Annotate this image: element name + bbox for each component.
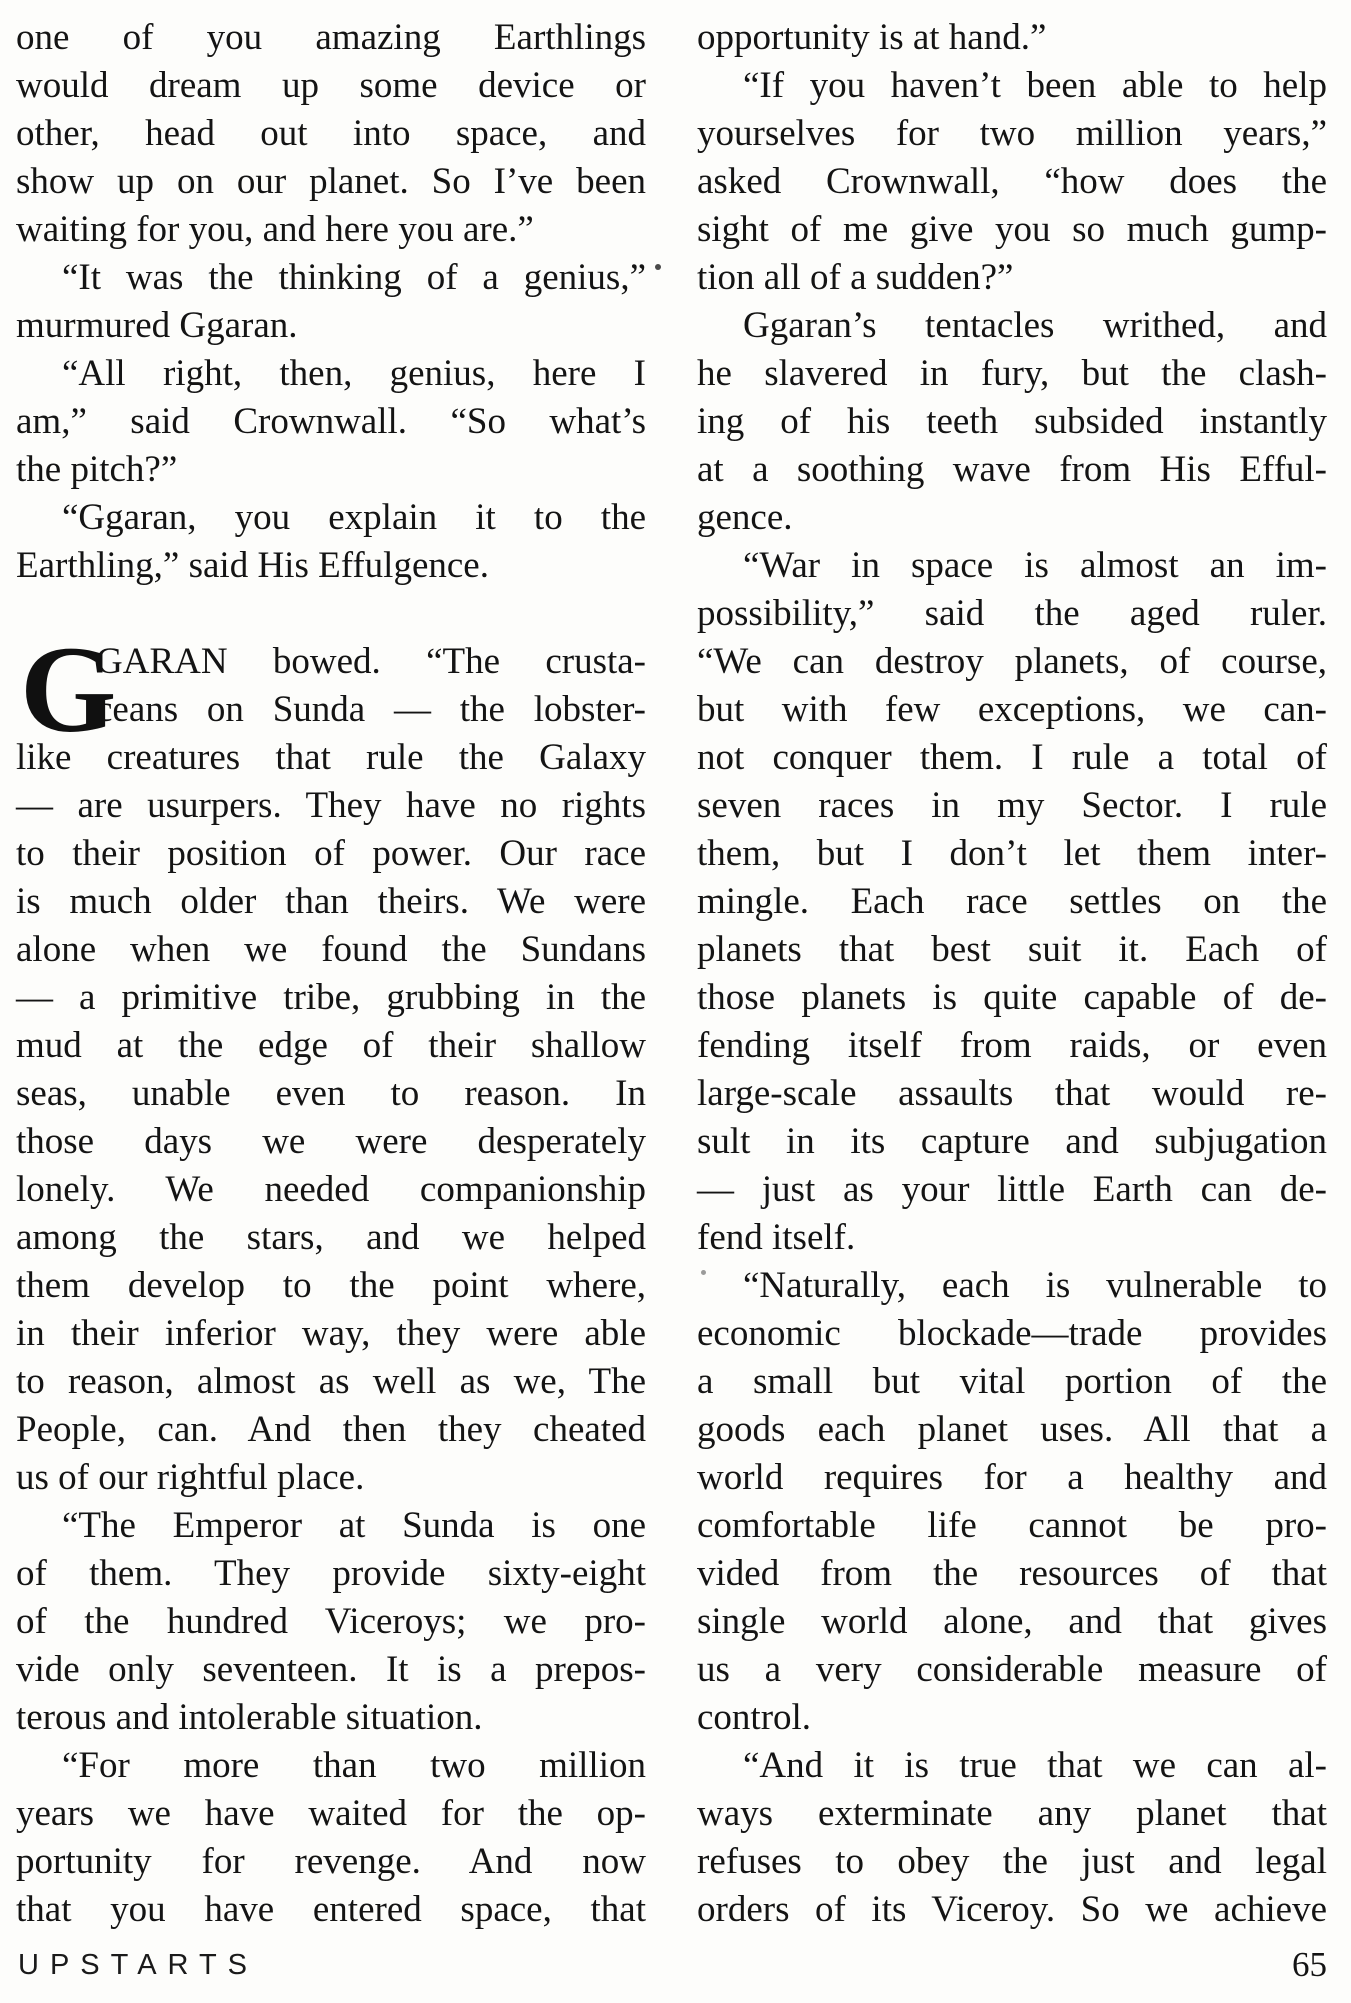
text-line: ways exterminate any planet that xyxy=(697,1793,1327,1834)
text-line: sult in its capture and subjugation xyxy=(697,1121,1327,1162)
text-line: tion all of a sudden?” xyxy=(697,257,1014,298)
running-title: UPSTARTS xyxy=(18,1949,259,1981)
text-line: the pitch?” xyxy=(16,449,178,490)
text-line: “The Emperor at Sunda is one xyxy=(62,1505,646,1546)
text-line: planets that best suit it. Each of xyxy=(697,929,1327,970)
text-line: — are usurpers. They have no rights xyxy=(16,785,646,826)
text-line: opportunity is at hand.” xyxy=(697,17,1047,58)
text-line: terous and intolerable situation. xyxy=(16,1697,483,1738)
text-line: like creatures that rule the Galaxy xyxy=(16,737,646,778)
text-line: them, but I don’t let them inter- xyxy=(697,833,1327,874)
text-line: — just as your little Earth can de- xyxy=(697,1169,1327,1210)
text-line: vided from the resources of that xyxy=(697,1553,1327,1594)
drop-cap-letter: G xyxy=(20,621,117,758)
text-line: large-scale assaults that would re- xyxy=(697,1073,1327,1114)
text-line: “All right, then, genius, here I xyxy=(62,353,646,394)
text-line: People, can. And then they cheated xyxy=(16,1409,646,1450)
text-line: mingle. Each race settles on the xyxy=(697,881,1327,922)
text-line: them develop to the point where, xyxy=(16,1265,646,1306)
text-line: refuses to obey the just and legal xyxy=(697,1841,1327,1882)
text-line: “War in space is almost an im- xyxy=(743,545,1327,586)
text-line: goods each planet uses. All that a xyxy=(697,1409,1327,1450)
text-line: of the hundred Viceroys; we pro- xyxy=(16,1601,646,1642)
text-line: that you have entered space, that xyxy=(16,1889,646,1930)
scan-speck xyxy=(655,264,661,270)
text-line: waiting for you, and here you are.” xyxy=(16,209,534,250)
text-line: in their inferior way, they were able xyxy=(16,1313,646,1354)
scan-speck xyxy=(701,1270,706,1275)
text-line: not conquer them. I rule a total of xyxy=(697,737,1327,778)
text-line: us a very considerable measure of xyxy=(697,1649,1327,1690)
text-line: vide only seventeen. It is a prepos- xyxy=(16,1649,646,1690)
text-line: world requires for a healthy and xyxy=(697,1457,1327,1498)
text-line: portunity for revenge. And now xyxy=(16,1841,646,1882)
text-line: mud at the edge of their shallow xyxy=(16,1025,646,1066)
text-line: of them. They provide sixty-eight xyxy=(16,1553,646,1594)
text-line: yourselves for two million years,” xyxy=(697,113,1327,154)
text-line: those planets is quite capable of de- xyxy=(697,977,1327,1018)
text-line: sight of me give you so much gump- xyxy=(697,209,1327,250)
text-line: GARAN bowed. “The crusta- xyxy=(96,641,646,682)
text-line: fending itself from raids, or even xyxy=(697,1025,1327,1066)
text-line: single world alone, and that gives xyxy=(697,1601,1327,1642)
text-line: to their position of power. Our race xyxy=(16,833,646,874)
text-line: alone when we found the Sundans xyxy=(16,929,646,970)
text-line: orders of its Viceroy. So we achieve xyxy=(697,1889,1327,1930)
text-line: “Naturally, each is vulnerable to xyxy=(743,1265,1327,1306)
text-line: at a soothing wave from His Efful- xyxy=(697,449,1327,490)
text-line: “We can destroy planets, of course, xyxy=(697,641,1327,682)
text-line: “For more than two million xyxy=(62,1745,646,1786)
text-line: control. xyxy=(697,1697,812,1738)
text-line: ing of his teeth subsided instantly xyxy=(697,401,1327,442)
page-footer xyxy=(16,1940,1327,1990)
text-line: economic blockade—trade provides xyxy=(697,1313,1327,1354)
text-line: fend itself. xyxy=(697,1217,856,1258)
text-line: he slavered in fury, but the clash- xyxy=(697,353,1327,394)
text-line: comfortable life cannot be pro- xyxy=(697,1505,1327,1546)
text-line: seven races in my Sector. I rule xyxy=(697,785,1327,826)
text-line: would dream up some device or xyxy=(16,65,646,106)
text-line: “If you haven’t been able to help xyxy=(743,65,1327,106)
text-line: gence. xyxy=(697,497,793,538)
text-line: “It was the thinking of a genius,” xyxy=(62,257,646,298)
text-line: to reason, almost as well as we, The xyxy=(16,1361,646,1402)
text-line: those days we were desperately xyxy=(16,1121,646,1162)
text-line: one of you amazing Earthlings xyxy=(16,17,646,58)
text-line: Earthling,” said His Effulgence. xyxy=(16,545,489,586)
text-line: show up on our planet. So I’ve been xyxy=(16,161,646,202)
text-line: us of our rightful place. xyxy=(16,1457,365,1498)
text-line: other, head out into space, and xyxy=(16,113,646,154)
text-line: ceans on Sunda — the lobster- xyxy=(96,689,646,730)
text-line: murmured Ggaran. xyxy=(16,305,298,346)
text-line: “And it is true that we can al- xyxy=(743,1745,1327,1786)
right-text-column xyxy=(697,14,1327,1934)
text-line: Ggaran’s tentacles writhed, and xyxy=(743,305,1327,346)
text-line: lonely. We needed companionship xyxy=(16,1169,646,1210)
text-line: seas, unable even to reason. In xyxy=(16,1073,646,1114)
left-text-column xyxy=(16,14,646,1934)
page-number: 65 xyxy=(1292,1945,1327,1984)
text-line: is much older than theirs. We were xyxy=(16,881,646,922)
text-line: but with few exceptions, we can- xyxy=(697,689,1327,730)
text-line: “Ggaran, you explain it to the xyxy=(62,497,646,538)
text-line: am,” said Crownwall. “So what’s xyxy=(16,401,646,442)
text-line: asked Crownwall, “how does the xyxy=(697,161,1327,202)
text-line: — a primitive tribe, grubbing in the xyxy=(16,977,646,1018)
text-line: years we have waited for the op- xyxy=(16,1793,646,1834)
text-line: among the stars, and we helped xyxy=(16,1217,646,1258)
text-line: possibility,” said the aged ruler. xyxy=(697,593,1327,634)
text-line: a small but vital portion of the xyxy=(697,1361,1327,1402)
